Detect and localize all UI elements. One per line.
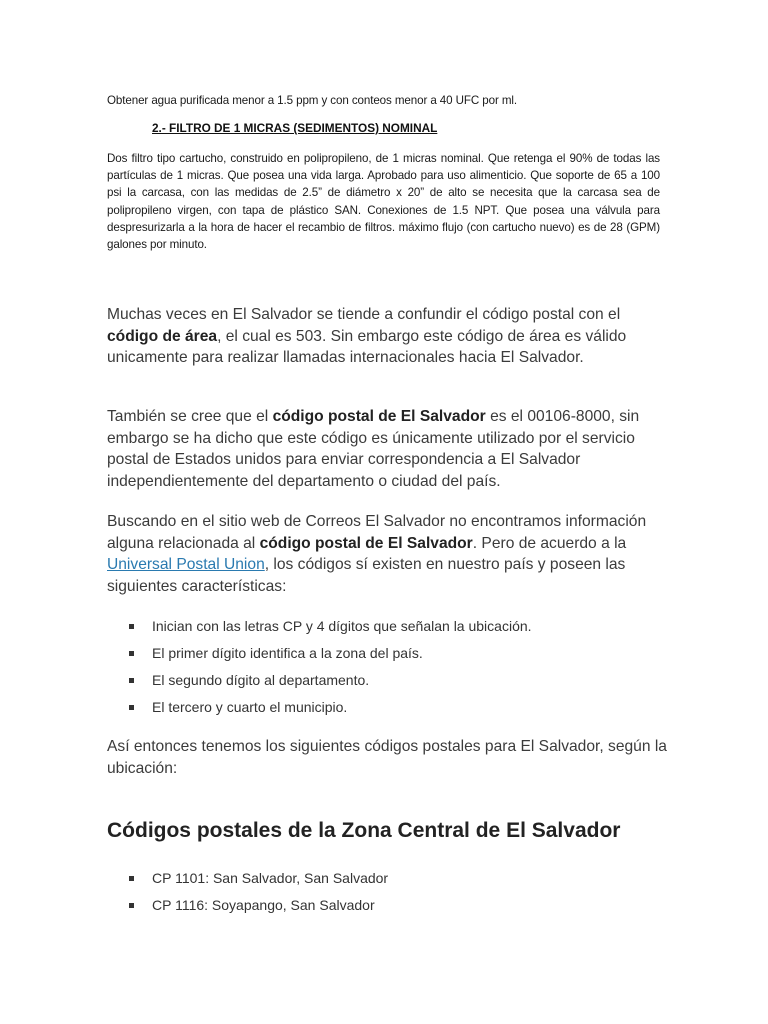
- postal-code-text: CP 1101: San Salvador, San Salvador: [152, 870, 389, 886]
- us-postal-text-before: También se cree que el: [107, 408, 273, 425]
- bullet-icon: [129, 705, 134, 710]
- list-item: [128, 670, 688, 697]
- correos-text-after: , los códigos sí existen en nuestro país y poseen las siguientes características:: [107, 556, 626, 596]
- filter-section-heading: 2.- FILTRO DE 1 MICRAS (SEDIMENTOS) NOMINAL: [152, 121, 438, 135]
- bullet-icon: [129, 624, 134, 629]
- area-code-text-after: , el cual es 503. Sin embargo este código de área es válido unicamente para realizar llamadas internacionales hacia El Salvador.: [107, 327, 627, 367]
- list-item: [128, 697, 688, 724]
- correos-text-middle: . Pero de acuerdo a la: [472, 534, 627, 552]
- correos-paragraph: [107, 511, 667, 598]
- list-item: [128, 868, 688, 895]
- bullet-icon: [129, 903, 134, 908]
- us-postal-paragraph: [107, 406, 667, 493]
- list-item-text: El segundo dígito al departamento.: [152, 672, 370, 688]
- bullet-icon: [129, 876, 134, 881]
- list-item-text: El primer dígito identifica a la zona del país.: [152, 645, 423, 661]
- correos-bold: código postal de El Salvador: [259, 534, 473, 552]
- list-item-text: Inician con las letras CP y 4 dígitos que señalan la ubicación.: [152, 618, 532, 634]
- bullet-icon: [129, 651, 134, 656]
- list-item: [128, 616, 688, 643]
- universal-postal-union-link[interactable]: Universal Postal Union: [107, 556, 265, 574]
- bullet-icon: [129, 678, 134, 683]
- us-postal-bold: código postal de El Salvador: [272, 408, 486, 425]
- codes-intro-paragraph: Así entonces tenemos los siguientes códigos postales para El Salvador, según la ubicación:: [107, 738, 667, 777]
- zona-central-heading: Códigos postales de la Zona Central de El Salvador: [107, 819, 621, 842]
- list-item: [128, 643, 688, 670]
- correos-text-before: Buscando en el sitio web de Correos El Salvador no encontramos información alguna relacionada al: [107, 513, 647, 552]
- us-postal-text-after: es el 00106-8000, sin embargo se ha dicho que este código es únicamente utilizado por el servicio postal de Estados unidos para enviar correspondencia a El Salvador independientemente del departamento o ciudad del país.: [107, 408, 640, 491]
- zona-central-codes-list: [128, 868, 688, 922]
- purified-water-paragraph: Obtener agua purificada menor a 1.5 ppm y con conteos menor a 40 UFC por ml.: [107, 94, 517, 107]
- postal-code-text: CP 1116: Soyapango, San Salvador: [152, 897, 375, 913]
- list-item-text: El tercero y cuarto el municipio.: [152, 699, 348, 715]
- characteristics-list: [128, 616, 688, 724]
- area-code-paragraph: [107, 304, 667, 369]
- list-item: [128, 895, 688, 922]
- area-code-bold: código de área: [107, 327, 218, 345]
- filter-section-body: Dos filtro tipo cartucho, construido en polipropileno, de 1 micras nominal. Que retenga el 90% de todas las partículas de 1 micras. Que posea una vida larga. Aprobado para uso alimenticio. Que soporte de 65 a 100 psi la carcasa, con las medidas de 2.5” de diámetro x 20” de alto se necesita que la carcasa sea de polipropileno virgen, con tapa de plástico SAN. Conexiones de 1.5 NPT. Que posea una válvula para despresurizarla a la hora de hacer el recambio de filtros. máximo flujo (con cartucho nuevo) es de 28 (GPM) galones por minuto.: [107, 152, 660, 252]
- area-code-text-before: Muchas veces en El Salvador se tiende a confundir el código postal con el: [107, 306, 621, 323]
